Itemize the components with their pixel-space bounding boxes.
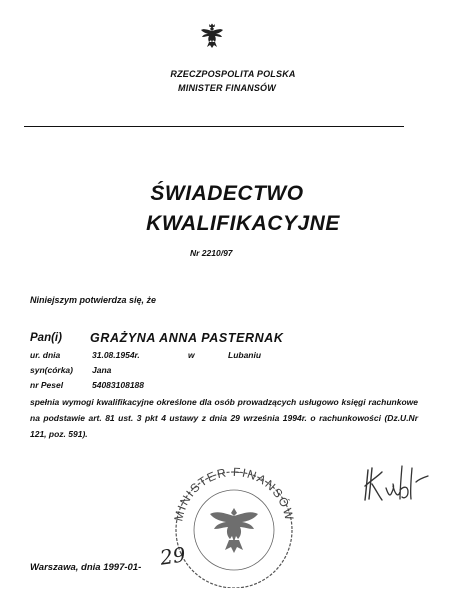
place-date: Warszawa, dnia 1997-01- (30, 562, 142, 573)
certificate-number: Nr 2210/97 (190, 248, 233, 258)
pesel-label: nr Pesel (30, 380, 64, 390)
intro-text: Niniejszym potwierdza się, że (30, 295, 157, 305)
parent-name: Jana (92, 365, 112, 375)
birth-place-label: w (188, 350, 195, 360)
birth-date-label: ur. dnia (30, 350, 61, 360)
svg-text:MINISTER FINANSÓW: MINISTER FINANSÓW (171, 464, 297, 523)
header-divider (24, 126, 404, 127)
title-line-2: KWALIFIKACYJNE (146, 212, 340, 235)
birth-date: 31.08.1954r. (92, 350, 140, 360)
pan-label: Pan(i) (30, 332, 62, 344)
pesel-number: 54083108188 (92, 380, 145, 390)
polish-eagle-icon (199, 22, 225, 50)
person-name: GRAŻYNA ANNA PASTERNAK (90, 331, 284, 345)
title-line-1: ŚWIADECTWO (150, 182, 304, 205)
official-seal (160, 458, 306, 588)
handwritten-signature (362, 462, 434, 504)
qualification-text: spełnia wymogi kwalifikacyjne określone dla osób prowadzących usługowo księgi rachunkowe na podstawie art. 81 ust. 3 pkt 4 ustawy z dnia 29 września 1994r. o rachunkowości (Dz.U.Nr 121, poz. 591). (30, 397, 418, 439)
birth-place: Lubaniu (228, 350, 262, 360)
header-ministry: MINISTER FINANSÓW (178, 83, 276, 93)
header-country: RZECZPOSPOLITA POLSKA (170, 69, 296, 79)
parent-label: syn(córka) (30, 365, 73, 375)
handwritten-day: 29 (158, 542, 187, 570)
